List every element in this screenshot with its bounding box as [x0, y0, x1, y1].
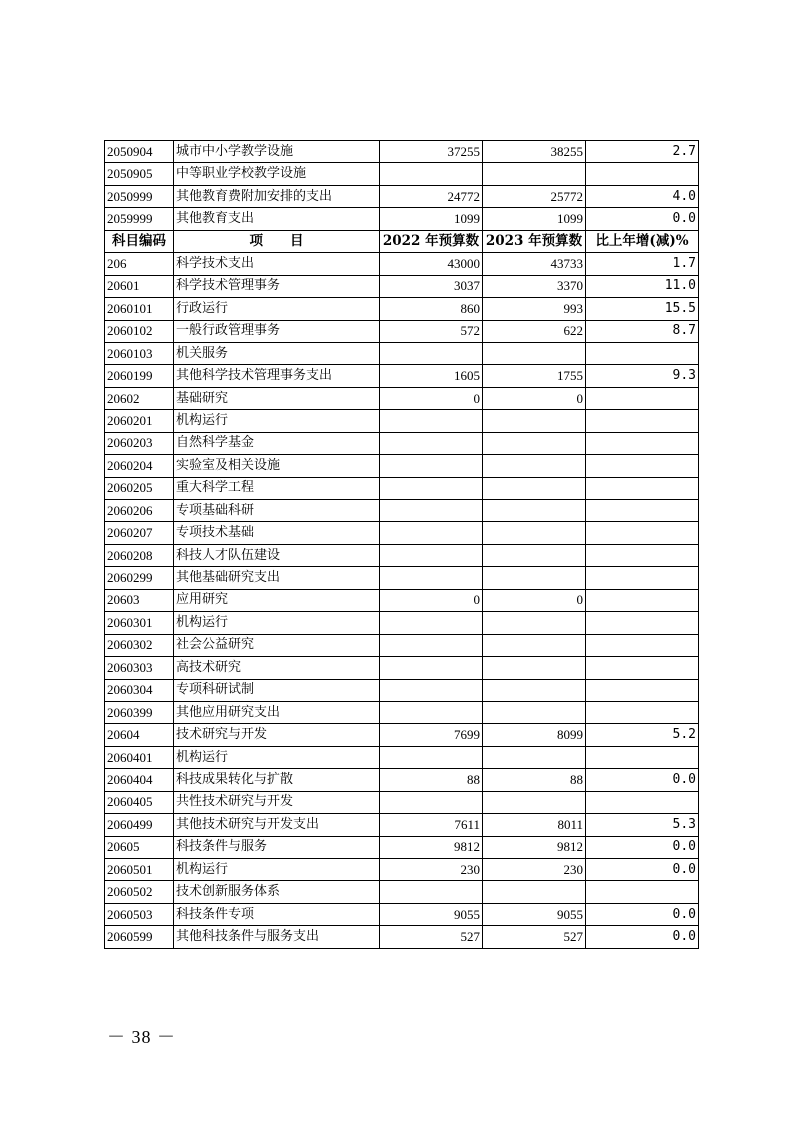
table-row — [105, 746, 699, 768]
subject-name: 机构运行 — [174, 410, 380, 432]
subject-code: 2060103 — [105, 342, 174, 364]
change-percent — [586, 387, 699, 409]
subject-name: 其他科技条件与服务支出 — [174, 926, 380, 948]
subject-code: 2060205 — [105, 477, 174, 499]
budget-2022 — [380, 634, 483, 656]
table-row — [105, 657, 699, 679]
subject-code: 2050999 — [105, 185, 174, 207]
change-percent: 5.2 — [586, 724, 699, 746]
subject-name: 专项科研试制 — [174, 679, 380, 701]
subject-name: 科学技术管理事务 — [174, 275, 380, 297]
budget-2022: 230 — [380, 859, 483, 881]
budget-2023 — [483, 791, 586, 813]
subject-code: 2060405 — [105, 791, 174, 813]
subject-name: 中等职业学校教学设施 — [174, 163, 380, 185]
budget-table — [104, 140, 699, 949]
table-row — [105, 814, 699, 836]
subject-code: 2060303 — [105, 657, 174, 679]
budget-2022 — [380, 432, 483, 454]
budget-2023 — [483, 701, 586, 723]
subject-name: 机构运行 — [174, 746, 380, 768]
budget-2023: 8099 — [483, 724, 586, 746]
table-row — [105, 477, 699, 499]
subject-code: 2060503 — [105, 903, 174, 925]
subject-name: 自然科学基金 — [174, 432, 380, 454]
table-row — [105, 724, 699, 746]
table-row — [105, 679, 699, 701]
budget-2022 — [380, 455, 483, 477]
budget-2022: 9812 — [380, 836, 483, 858]
subject-name: 技术研究与开发 — [174, 724, 380, 746]
subject-code: 20602 — [105, 387, 174, 409]
budget-2023: 9812 — [483, 836, 586, 858]
budget-2022: 7699 — [380, 724, 483, 746]
budget-2022 — [380, 410, 483, 432]
table-row — [105, 903, 699, 925]
budget-2022 — [380, 612, 483, 634]
budget-2022 — [380, 746, 483, 768]
change-percent: 5.3 — [586, 814, 699, 836]
budget-2022 — [380, 679, 483, 701]
subject-code: 2060208 — [105, 544, 174, 566]
change-percent: 4.0 — [586, 185, 699, 207]
table-row — [105, 163, 699, 185]
budget-2022: 3037 — [380, 275, 483, 297]
budget-2023: 527 — [483, 926, 586, 948]
subject-name: 科技人才队伍建设 — [174, 544, 380, 566]
subject-code: 20603 — [105, 589, 174, 611]
change-percent — [586, 791, 699, 813]
budget-2022 — [380, 500, 483, 522]
subject-name: 其他科学技术管理事务支出 — [174, 365, 380, 387]
subject-name: 科技条件专项 — [174, 903, 380, 925]
budget-2022 — [380, 701, 483, 723]
budget-2022: 860 — [380, 298, 483, 320]
change-percent: 0.0 — [586, 208, 699, 230]
budget-2023: 0 — [483, 387, 586, 409]
budget-2023 — [483, 612, 586, 634]
change-percent — [586, 567, 699, 589]
subject-name: 科技成果转化与扩散 — [174, 769, 380, 791]
change-percent: 2.7 — [586, 141, 699, 163]
budget-2022: 0 — [380, 589, 483, 611]
table-row — [105, 387, 699, 409]
subject-code: 2060207 — [105, 522, 174, 544]
subject-code: 2060599 — [105, 926, 174, 948]
budget-2022: 7611 — [380, 814, 483, 836]
budget-2023: 38255 — [483, 141, 586, 163]
subject-name: 其他教育支出 — [174, 208, 380, 230]
subject-code: 2060501 — [105, 859, 174, 881]
change-percent — [586, 589, 699, 611]
change-percent — [586, 522, 699, 544]
table-row — [105, 544, 699, 566]
subject-code: 2060404 — [105, 769, 174, 791]
table-row — [105, 208, 699, 230]
subject-code: 2060201 — [105, 410, 174, 432]
budget-2023: 230 — [483, 859, 586, 881]
subject-name: 机构运行 — [174, 612, 380, 634]
budget-2023 — [483, 500, 586, 522]
subject-code: 2060203 — [105, 432, 174, 454]
budget-2022: 9055 — [380, 903, 483, 925]
subject-code: 2059999 — [105, 208, 174, 230]
budget-2022: 88 — [380, 769, 483, 791]
subject-name: 机关服务 — [174, 342, 380, 364]
subject-code: 2050904 — [105, 141, 174, 163]
subject-name: 应用研究 — [174, 589, 380, 611]
budget-2023 — [483, 342, 586, 364]
budget-2023: 43733 — [483, 253, 586, 275]
change-percent — [586, 679, 699, 701]
header-code: 科目编码 — [105, 230, 174, 252]
subject-name: 专项基础科研 — [174, 500, 380, 522]
table-header-row — [105, 230, 699, 252]
change-percent — [586, 163, 699, 185]
budget-2023: 88 — [483, 769, 586, 791]
change-percent: 9.3 — [586, 365, 699, 387]
subject-code: 2060199 — [105, 365, 174, 387]
subject-name: 机构运行 — [174, 859, 380, 881]
table-row — [105, 253, 699, 275]
table-row — [105, 634, 699, 656]
header-2022-budget: 2022 年预算数 — [380, 230, 483, 252]
budget-2023 — [483, 746, 586, 768]
subject-code: 20605 — [105, 836, 174, 858]
budget-2023: 25772 — [483, 185, 586, 207]
budget-2023: 9055 — [483, 903, 586, 925]
subject-code: 2060302 — [105, 634, 174, 656]
subject-name: 社会公益研究 — [174, 634, 380, 656]
table-row — [105, 141, 699, 163]
subject-name: 技术创新服务体系 — [174, 881, 380, 903]
change-percent — [586, 410, 699, 432]
subject-name: 科技条件与服务 — [174, 836, 380, 858]
budget-2022 — [380, 657, 483, 679]
budget-2022 — [380, 477, 483, 499]
budget-2022: 37255 — [380, 141, 483, 163]
change-percent — [586, 432, 699, 454]
page-number: － 38 － — [107, 1027, 176, 1047]
subject-name: 共性技术研究与开发 — [174, 791, 380, 813]
subject-code: 2060399 — [105, 701, 174, 723]
change-percent — [586, 657, 699, 679]
budget-2023 — [483, 455, 586, 477]
budget-2023: 8011 — [483, 814, 586, 836]
change-percent — [586, 746, 699, 768]
table-row — [105, 455, 699, 477]
budget-2022 — [380, 567, 483, 589]
subject-code: 2060502 — [105, 881, 174, 903]
table-row — [105, 522, 699, 544]
subject-code: 2050905 — [105, 163, 174, 185]
budget-2023: 622 — [483, 320, 586, 342]
budget-2022: 572 — [380, 320, 483, 342]
budget-2022 — [380, 881, 483, 903]
budget-2023 — [483, 163, 586, 185]
subject-code: 2060301 — [105, 612, 174, 634]
subject-name: 专项技术基础 — [174, 522, 380, 544]
change-percent: 0.0 — [586, 836, 699, 858]
subject-name: 实验室及相关设施 — [174, 455, 380, 477]
subject-name: 其他技术研究与开发支出 — [174, 814, 380, 836]
subject-name: 科学技术支出 — [174, 253, 380, 275]
change-percent: 0.0 — [586, 903, 699, 925]
table-row — [105, 432, 699, 454]
subject-code: 2060499 — [105, 814, 174, 836]
subject-name: 重大科学工程 — [174, 477, 380, 499]
budget-2022: 0 — [380, 387, 483, 409]
change-percent — [586, 455, 699, 477]
change-percent — [586, 342, 699, 364]
change-percent: 15.5 — [586, 298, 699, 320]
budget-2022 — [380, 544, 483, 566]
table-row — [105, 881, 699, 903]
subject-name: 其他基础研究支出 — [174, 567, 380, 589]
subject-code: 206 — [105, 253, 174, 275]
budget-2022: 527 — [380, 926, 483, 948]
subject-code: 20604 — [105, 724, 174, 746]
budget-2023: 1755 — [483, 365, 586, 387]
table-row — [105, 320, 699, 342]
table-row — [105, 859, 699, 881]
budget-2023 — [483, 522, 586, 544]
subject-code: 2060101 — [105, 298, 174, 320]
change-percent — [586, 477, 699, 499]
change-percent — [586, 544, 699, 566]
header-item: 项 目 — [174, 230, 380, 252]
budget-2022: 43000 — [380, 253, 483, 275]
change-percent — [586, 612, 699, 634]
budget-2023 — [483, 544, 586, 566]
change-percent — [586, 701, 699, 723]
header-change: 比上年增(减)% — [586, 230, 699, 252]
subject-name: 其他应用研究支出 — [174, 701, 380, 723]
subject-code: 2060401 — [105, 746, 174, 768]
budget-2023 — [483, 432, 586, 454]
table-row — [105, 567, 699, 589]
change-percent — [586, 881, 699, 903]
header-2023-budget: 2023 年预算数 — [483, 230, 586, 252]
table-row — [105, 836, 699, 858]
table-row — [105, 769, 699, 791]
table-row — [105, 275, 699, 297]
budget-2022 — [380, 342, 483, 364]
budget-2023: 1099 — [483, 208, 586, 230]
change-percent: 1.7 — [586, 253, 699, 275]
table-row — [105, 701, 699, 723]
table-row — [105, 589, 699, 611]
budget-2023 — [483, 410, 586, 432]
subject-code: 2060304 — [105, 679, 174, 701]
table-row — [105, 500, 699, 522]
budget-2022 — [380, 791, 483, 813]
subject-name: 一般行政管理事务 — [174, 320, 380, 342]
budget-2022: 1099 — [380, 208, 483, 230]
budget-2023 — [483, 657, 586, 679]
table-row — [105, 410, 699, 432]
budget-2023: 3370 — [483, 275, 586, 297]
subject-code: 2060102 — [105, 320, 174, 342]
subject-code: 2060204 — [105, 455, 174, 477]
change-percent: 0.0 — [586, 926, 699, 948]
subject-name: 基础研究 — [174, 387, 380, 409]
budget-2023: 0 — [483, 589, 586, 611]
table-row — [105, 791, 699, 813]
subject-code: 20601 — [105, 275, 174, 297]
budget-2022 — [380, 522, 483, 544]
subject-name: 行政运行 — [174, 298, 380, 320]
budget-table-body — [105, 141, 699, 949]
change-percent — [586, 500, 699, 522]
change-percent — [586, 634, 699, 656]
budget-2022 — [380, 163, 483, 185]
budget-2023 — [483, 567, 586, 589]
change-percent: 11.0 — [586, 275, 699, 297]
subject-code: 2060206 — [105, 500, 174, 522]
subject-name: 高技术研究 — [174, 657, 380, 679]
budget-2023 — [483, 477, 586, 499]
table-row — [105, 365, 699, 387]
subject-name: 城市中小学教学设施 — [174, 141, 380, 163]
table-row — [105, 612, 699, 634]
budget-2023 — [483, 679, 586, 701]
budget-2023 — [483, 881, 586, 903]
subject-name: 其他教育费附加安排的支出 — [174, 185, 380, 207]
table-row — [105, 185, 699, 207]
change-percent: 0.0 — [586, 769, 699, 791]
table-row — [105, 298, 699, 320]
subject-code: 2060299 — [105, 567, 174, 589]
table-row — [105, 926, 699, 948]
change-percent: 0.0 — [586, 859, 699, 881]
budget-2023 — [483, 634, 586, 656]
budget-2023: 993 — [483, 298, 586, 320]
budget-2022: 24772 — [380, 185, 483, 207]
change-percent: 8.7 — [586, 320, 699, 342]
table-row — [105, 342, 699, 364]
budget-2022: 1605 — [380, 365, 483, 387]
